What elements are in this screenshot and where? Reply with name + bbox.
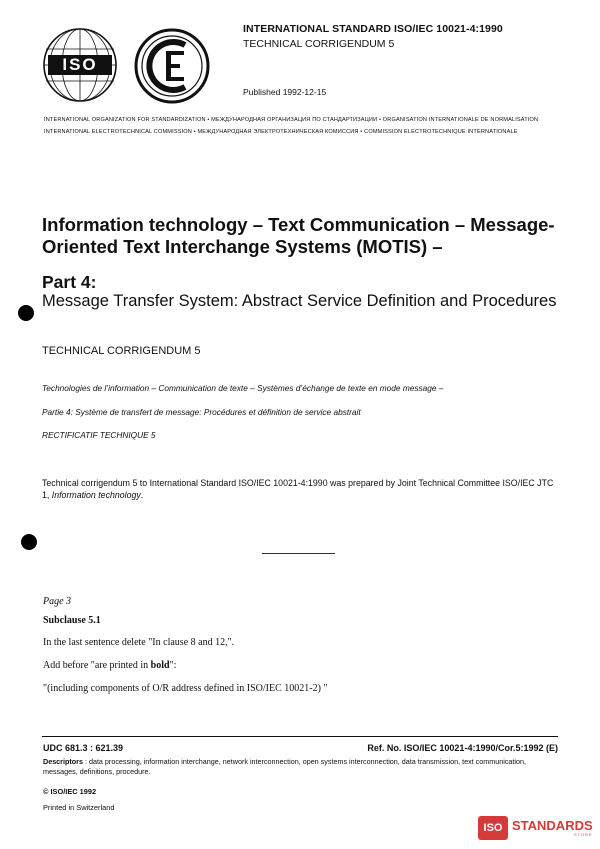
- published-date: Published 1992-12-15: [243, 87, 327, 97]
- line2-post: ":: [169, 660, 177, 671]
- copyright: © ISO/IEC 1992: [43, 787, 97, 796]
- french-title-line: Technologies de l’information – Communication de texte – Systèmes d’échange de texte en mode message –: [42, 383, 444, 393]
- standards-store-stamp: [478, 814, 593, 842]
- reference-number: Ref. No. ISO/IEC 10021-4:1990/Cor.5:1992 (E): [367, 743, 558, 753]
- descriptors-text: : data processing, information interchange, network interconnection, open systems interconnection, data transmission, text communication, messages, definitions, procedure.: [43, 757, 527, 776]
- organizations-line-1: INTERNATIONAL ORGANIZATION FOR STANDARDIZATION • МЕЖДУНАРОДНАЯ ОРГАНИЗАЦИЯ ПО СТАНДАРТИЗАЦИИ • ORGANISATION INTERNATIONALE DE NORMALISATION: [44, 117, 539, 123]
- corrigendum-header: TECHNICAL CORRIGENDUM 5: [243, 38, 395, 50]
- punch-hole-mark: [18, 305, 34, 321]
- document-title: Information technology – Text Communication – Message-Oriented Text Interchange Systems (MOTIS) –: [42, 214, 555, 257]
- udc-number: UDC 681.3 : 621.39: [43, 743, 124, 753]
- subclause-heading: Subclause 5.1: [43, 615, 101, 626]
- stamp-label: STANDARDS: [512, 818, 593, 833]
- descriptors: [43, 757, 559, 777]
- printed-location: Printed in Switzerland: [43, 803, 115, 812]
- descriptors-label: Descriptors: [43, 757, 83, 766]
- french-part-line: Partie 4: Système de transfert de message: Procédures et définition de service abstrait: [42, 407, 361, 417]
- intro-text: Technical corrigendum 5 to International Standard ISO/IEC 10021-4:1990 was prepared by Joint Technical Committee ISO/IEC JTC 1,: [42, 478, 554, 500]
- intro-end: .: [140, 490, 144, 500]
- part-title: Message Transfer System: Abstract Service Definition and Procedures: [42, 292, 557, 310]
- iso-logo: [40, 25, 120, 105]
- stamp-text-block: [508, 819, 593, 837]
- page-reference: Page 3: [43, 596, 72, 607]
- line2-pre: Add before "are printed in: [43, 660, 151, 671]
- stamp-iso-badge: ISO: [478, 816, 508, 840]
- punch-hole-mark: [21, 534, 37, 550]
- french-corrigendum-line: RECTIFICATIF TECHNIQUE 5: [42, 430, 156, 440]
- technical-corrigendum-label: TECHNICAL CORRIGENDUM 5: [42, 345, 201, 357]
- correction-line-1: In the last sentence delete "In clause 8 and 12,".: [43, 637, 235, 648]
- standard-title: INTERNATIONAL STANDARD ISO/IEC 10021-4:1990: [243, 23, 503, 35]
- intro-paragraph: [42, 477, 562, 501]
- iso-logo-text: ISO: [62, 55, 98, 74]
- stamp-sub: STORE: [573, 832, 593, 837]
- part-label: Part 4:: [42, 272, 97, 292]
- intro-committee: Information technology: [51, 490, 141, 500]
- footer-rule: [42, 736, 558, 737]
- line2-bold: bold: [150, 660, 170, 671]
- divider: [262, 553, 335, 554]
- organizations-line-2: INTERNATIONAL ELECTROTECHNICAL COMMISSION • МЕЖДУНАРОДНАЯ ЭЛЕКТРОТЕХНИЧЕСКАЯ КОМИССИЯ • COMMISSION ELECTROTECHNIQUE INTERNATIONALE: [44, 129, 518, 135]
- iec-logo: [133, 27, 211, 105]
- correction-line-3: "(including components of O/R address defined in ISO/IEC 10021-2) ": [43, 683, 328, 694]
- correction-line-2: [43, 660, 176, 671]
- iec-logo-icon: [133, 27, 211, 105]
